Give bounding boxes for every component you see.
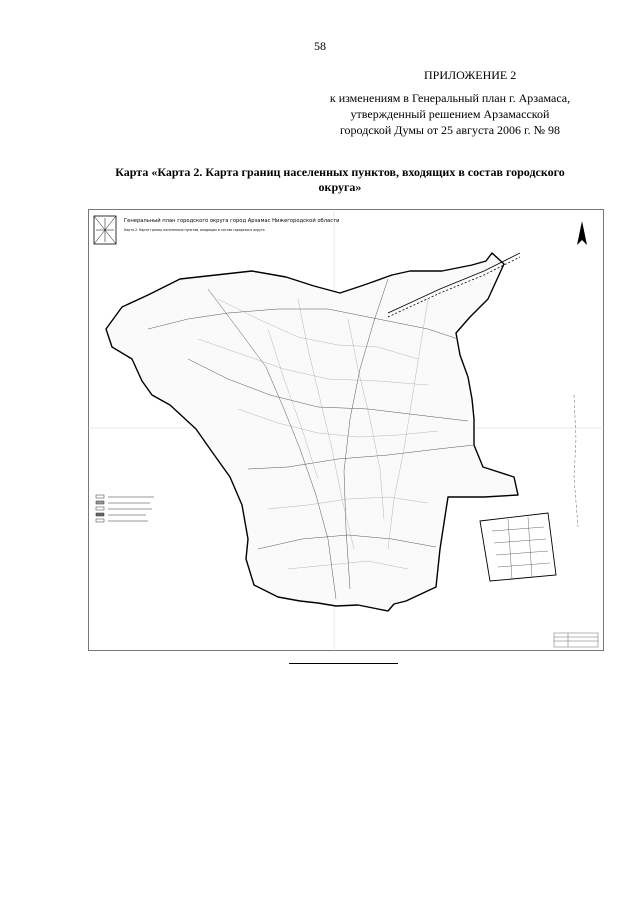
subtitle-line-3: городской Думы от 25 августа 2006 г. № 98 bbox=[339, 123, 561, 137]
map-logo-icon bbox=[94, 216, 116, 244]
appendix-subtitle bbox=[300, 90, 600, 138]
page-number: 58 bbox=[314, 39, 326, 53]
map-caption bbox=[80, 165, 600, 195]
subtitle-line-2: утвержденный решением Арзамасской bbox=[350, 107, 550, 121]
footnote-rule bbox=[289, 663, 398, 664]
map-header-title: Генеральный план городского округа город Арзамас Нижегородской области bbox=[124, 218, 340, 224]
map-header-subtitle: Карта 2. Карта границ населенных пунктов, входящих в состав городского округа bbox=[124, 228, 265, 232]
subtitle-line-1: к изменениям в Генеральный план г. Арзамаса, bbox=[329, 91, 571, 105]
boundary-map bbox=[88, 209, 604, 651]
map-caption-line-1: Карта «Карта 2. Карта границ населенных пунктов, входящих в состав городского bbox=[115, 165, 565, 179]
appendix-label: ПРИЛОЖЕНИЕ 2 bbox=[424, 68, 517, 82]
map-caption-line-2: округа» bbox=[318, 180, 362, 194]
